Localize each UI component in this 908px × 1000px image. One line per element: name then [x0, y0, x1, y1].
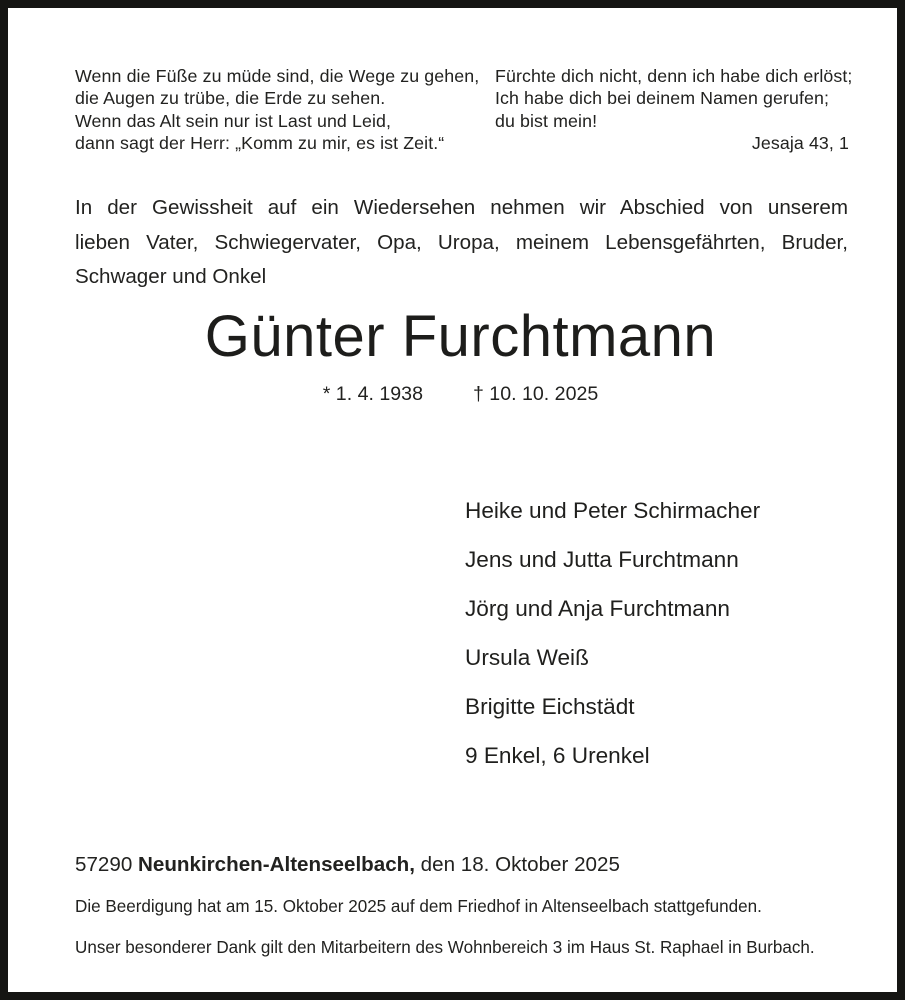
postal-code: 57290: [75, 853, 138, 876]
scripture-line: Ich habe dich bei deinem Namen gerufen;: [495, 88, 830, 109]
city-name: Neunkirchen-Altenseelbach,: [138, 853, 415, 876]
scripture-line: Fürchte dich nicht, denn ich habe dich erlöst;: [495, 66, 853, 86]
mourner-name: Heike und Peter Schirmacher: [465, 498, 761, 523]
scripture-line: du bist mein!: [495, 110, 598, 131]
deceased-name: Günter Furchtmann: [204, 304, 717, 369]
place-date-line: [75, 852, 620, 877]
scripture-source: Jesaja 43, 1: [751, 133, 849, 154]
notice-date: den 18. Oktober 2025: [414, 853, 620, 876]
mourner-name: Jens und Jutta Furchtmann: [465, 547, 739, 572]
poem-line: die Augen zu trübe, die Erde zu sehen.: [75, 88, 386, 109]
intro-line: In der Gewissheit auf ein Wiedersehen nehmen wir Abschied von unserem: [75, 196, 848, 219]
intro-line: lieben Vater, Schwiegervater, Opa, Uropa, meinem Lebensgefährten, Bruder,: [75, 230, 848, 254]
death-date: † 10. 10. 2025: [472, 383, 599, 405]
poem-line: dann sagt der Herr: „Komm zu mir, es ist Zeit.“: [75, 133, 445, 154]
intro-line: Schwager und Onkel: [75, 265, 267, 289]
birth-date: * 1. 4. 1938: [322, 383, 423, 405]
poem-line: Wenn die Füße zu müde sind, die Wege zu gehen,: [75, 66, 480, 86]
intro-paragraph: [75, 191, 848, 295]
life-dates: [8, 382, 908, 406]
mourner-grandchildren: 9 Enkel, 6 Urenkel: [465, 743, 650, 768]
mourner-name: Brigitte Eichstädt: [465, 694, 635, 719]
mourner-name: Jörg und Anja Furchtmann: [465, 596, 731, 621]
burial-note: Die Beerdigung hat am 15. Oktober 2025 auf dem Friedhof in Altenseelbach stattgefunden.: [75, 896, 762, 916]
mourner-name: Ursula Weiß: [465, 645, 589, 670]
thanks-note: Unser besonderer Dank gilt den Mitarbeitern des Wohnbereich 3 im Haus St. Raphael in Burbach.: [75, 937, 815, 957]
poem-line: Wenn das Alt sein nur ist Last und Leid,: [75, 110, 392, 131]
poem-block: [75, 65, 479, 155]
scripture-block: [495, 65, 853, 155]
mourners-list: [465, 486, 760, 780]
